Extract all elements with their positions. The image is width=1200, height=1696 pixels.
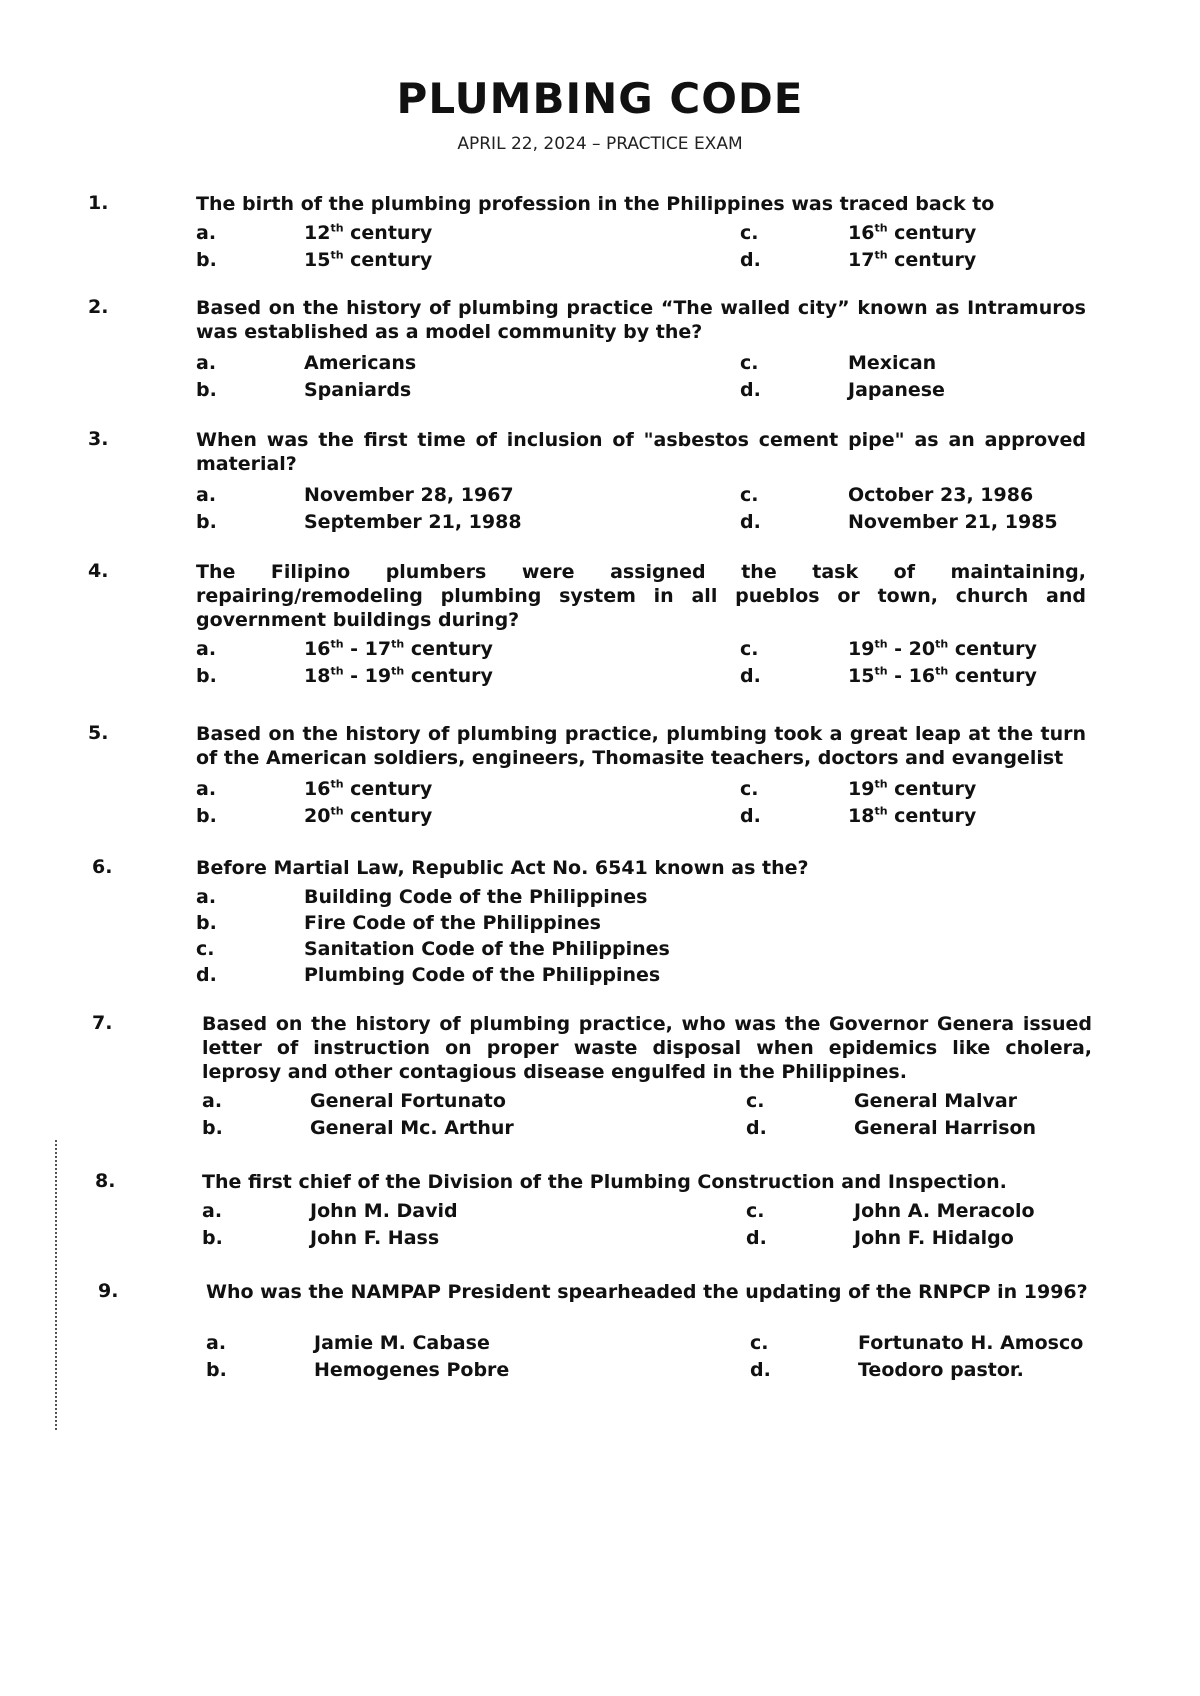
ordinal-suffix: th bbox=[330, 221, 344, 235]
option-text-part: Building Code of the Philippines bbox=[304, 886, 648, 908]
option-letter: b. bbox=[196, 912, 217, 934]
option-text bbox=[848, 778, 976, 800]
option-text bbox=[314, 1359, 509, 1381]
page-subtitle: APRIL 22, 2024 – PRACTICE EXAM bbox=[457, 134, 743, 154]
option-text bbox=[304, 938, 670, 960]
question-number: 1. bbox=[88, 192, 109, 214]
option-text-part: Plumbing Code of the Philippines bbox=[304, 964, 661, 986]
option-text-part: - 17 bbox=[343, 638, 392, 660]
option-letter: d. bbox=[750, 1359, 771, 1381]
option-letter: b. bbox=[196, 805, 217, 827]
option-text bbox=[848, 665, 1037, 687]
option-text-part: Jamie M. Cabase bbox=[314, 1332, 490, 1354]
option-text-part: century bbox=[887, 778, 977, 800]
option-letter: c. bbox=[740, 222, 759, 244]
option-text bbox=[304, 352, 416, 374]
option-text-part: - 20 bbox=[887, 638, 936, 660]
option-text-part: Sanitation Code of the Philippines bbox=[304, 938, 670, 960]
option-text-part: century bbox=[343, 805, 433, 827]
option-text bbox=[848, 638, 1037, 660]
option-text bbox=[304, 912, 601, 934]
option-text-part: 18 bbox=[848, 805, 875, 827]
option-text bbox=[848, 352, 936, 374]
question-text: The birth of the plumbing profession in the Philippines was traced back to bbox=[196, 193, 995, 215]
option-text bbox=[310, 1090, 506, 1112]
option-text bbox=[848, 511, 1058, 533]
option-text-part: Fire Code of the Philippines bbox=[304, 912, 601, 934]
option-letter: a. bbox=[202, 1090, 223, 1112]
ordinal-suffix: th bbox=[330, 637, 344, 651]
option-text bbox=[304, 778, 432, 800]
option-text bbox=[304, 638, 493, 660]
option-letter: b. bbox=[202, 1117, 223, 1139]
option-letter: d. bbox=[740, 379, 761, 401]
page-title: PLUMBING CODE bbox=[396, 74, 804, 123]
option-text-part: Japanese bbox=[848, 379, 945, 401]
ordinal-suffix: th bbox=[874, 248, 888, 262]
option-text-part: 19 bbox=[848, 638, 875, 660]
question-number: 3. bbox=[88, 428, 109, 450]
option-text-part: General Mc. Arthur bbox=[310, 1117, 514, 1139]
ordinal-suffix: th bbox=[391, 637, 405, 651]
option-text-part: - 19 bbox=[343, 665, 392, 687]
option-text bbox=[314, 1332, 490, 1354]
option-letter: a. bbox=[196, 778, 217, 800]
option-letter: d. bbox=[746, 1227, 767, 1249]
option-letter: c. bbox=[740, 352, 759, 374]
option-letter: a. bbox=[196, 638, 217, 660]
option-letter: a. bbox=[196, 886, 217, 908]
option-text-part: 18 bbox=[304, 665, 331, 687]
option-text bbox=[304, 964, 660, 986]
option-text-part: Mexican bbox=[848, 352, 937, 374]
option-letter: b. bbox=[196, 665, 217, 687]
option-text-part: October 23, 1986 bbox=[848, 484, 1034, 506]
option-letter: c. bbox=[746, 1090, 765, 1112]
option-letter: a. bbox=[196, 484, 217, 506]
question-text: Before Martial Law, Republic Act No. 6541 known as the? bbox=[196, 857, 809, 879]
question-number: 5. bbox=[88, 722, 109, 744]
option-letter: d. bbox=[196, 964, 217, 986]
option-text-part: John M. David bbox=[310, 1200, 458, 1222]
option-text-part: century bbox=[404, 638, 493, 660]
question-number: 6. bbox=[92, 856, 113, 878]
option-text bbox=[858, 1359, 1024, 1381]
option-text bbox=[854, 1117, 1036, 1139]
option-text bbox=[304, 222, 432, 244]
option-text bbox=[848, 249, 976, 271]
question-number: 7. bbox=[92, 1012, 113, 1034]
option-text bbox=[310, 1117, 514, 1139]
option-letter: d. bbox=[740, 249, 761, 271]
option-text-part: century bbox=[343, 249, 433, 271]
ordinal-suffix: th bbox=[330, 664, 344, 678]
option-text-part: September 21, 1988 bbox=[304, 511, 522, 533]
option-letter: b. bbox=[196, 379, 217, 401]
ordinal-suffix: th bbox=[874, 221, 888, 235]
option-text-part: November 28, 1967 bbox=[304, 484, 514, 506]
option-text-part: 16 bbox=[848, 222, 875, 244]
option-text-part: century bbox=[887, 805, 977, 827]
option-text bbox=[304, 805, 432, 827]
option-letter: b. bbox=[196, 249, 217, 271]
option-text bbox=[848, 805, 976, 827]
option-text bbox=[304, 484, 514, 506]
option-text-part: 17 bbox=[848, 249, 875, 271]
ordinal-suffix: th bbox=[935, 637, 949, 651]
ordinal-suffix: th bbox=[874, 664, 888, 678]
ordinal-suffix: th bbox=[874, 804, 888, 818]
ordinal-suffix: th bbox=[330, 777, 344, 791]
question-number: 4. bbox=[88, 560, 109, 582]
option-letter: a. bbox=[196, 352, 217, 374]
ordinal-suffix: th bbox=[391, 664, 405, 678]
option-text-part: century bbox=[404, 665, 493, 687]
option-text bbox=[848, 379, 945, 401]
option-letter: c. bbox=[746, 1200, 765, 1222]
question-text: Based on the history of plumbing practice, who was the Governor Genera issued letter of instruction on proper waste disposal when epidemics like cholera, leprosy and other contagious disease engulfed in the Philippines. bbox=[202, 1013, 1092, 1083]
option-text-part: century bbox=[887, 222, 977, 244]
option-text-part: 16 bbox=[304, 778, 331, 800]
question-text: Based on the history of plumbing practice, plumbing took a great leap at the turn of the American soldiers, engineers, Thomasite teachers, doctors and evangelist bbox=[196, 723, 1086, 769]
option-text-part: century bbox=[343, 222, 433, 244]
option-text bbox=[304, 886, 647, 908]
option-text-part: Americans bbox=[304, 352, 417, 374]
option-text-part: - 16 bbox=[887, 665, 936, 687]
option-text bbox=[854, 1090, 1017, 1112]
option-letter: b. bbox=[202, 1227, 223, 1249]
option-text-part: 20 bbox=[304, 805, 331, 827]
option-letter: a. bbox=[206, 1332, 227, 1354]
option-text bbox=[854, 1227, 1014, 1249]
option-text-part: 15 bbox=[848, 665, 875, 687]
option-text-part: 19 bbox=[848, 778, 875, 800]
option-text bbox=[304, 665, 493, 687]
option-letter: c. bbox=[196, 938, 215, 960]
ordinal-suffix: th bbox=[330, 248, 344, 262]
option-letter: c. bbox=[750, 1332, 769, 1354]
ordinal-suffix: th bbox=[874, 777, 888, 791]
question-number: 8. bbox=[95, 1170, 116, 1192]
option-text bbox=[310, 1200, 458, 1222]
option-letter: a. bbox=[196, 222, 217, 244]
option-text-part: 15 bbox=[304, 249, 331, 271]
question-number: 9. bbox=[98, 1280, 119, 1302]
option-text-part: General Harrison bbox=[854, 1117, 1037, 1139]
question-text: The Filipino plumbers were assigned the task of maintaining, repairing/remodeling plumbing system in all pueblos or town, church and government buildings during? bbox=[196, 561, 1086, 631]
ordinal-suffix: th bbox=[330, 804, 344, 818]
option-letter: c. bbox=[740, 778, 759, 800]
option-text-part: century bbox=[948, 665, 1037, 687]
option-letter: b. bbox=[196, 511, 217, 533]
option-letter: d. bbox=[740, 805, 761, 827]
question-text: The first chief of the Division of the Plumbing Construction and Inspection. bbox=[202, 1171, 1007, 1193]
option-text-part: John F. Hass bbox=[310, 1227, 440, 1249]
option-text-part: Hemogenes Pobre bbox=[314, 1359, 510, 1381]
question-number: 2. bbox=[88, 296, 109, 318]
option-text bbox=[304, 379, 411, 401]
option-text-part: John A. Meracolo bbox=[854, 1200, 1035, 1222]
option-text-part: November 21, 1985 bbox=[848, 511, 1058, 533]
option-text-part: Spaniards bbox=[304, 379, 412, 401]
option-text bbox=[854, 1200, 1035, 1222]
question-text: Who was the NAMPAP President spearheaded the updating of the RNPCP in 1996? bbox=[206, 1281, 1088, 1303]
option-letter: c. bbox=[740, 638, 759, 660]
option-text-part: 16 bbox=[304, 638, 331, 660]
question-text: Based on the history of plumbing practice “The walled city” known as Intramuros was established as a model community by the? bbox=[196, 297, 1086, 343]
option-letter: d. bbox=[740, 511, 761, 533]
option-text-part: century bbox=[948, 638, 1037, 660]
option-text bbox=[858, 1332, 1083, 1354]
option-letter: c. bbox=[740, 484, 759, 506]
ordinal-suffix: th bbox=[935, 664, 949, 678]
option-text-part: century bbox=[887, 249, 977, 271]
scan-margin-marks bbox=[55, 1140, 61, 1430]
option-text-part: Teodoro pastor. bbox=[858, 1359, 1024, 1381]
option-text-part: General Fortunato bbox=[310, 1090, 506, 1112]
option-text bbox=[310, 1227, 439, 1249]
option-text-part: Fortunato H. Amosco bbox=[858, 1332, 1084, 1354]
option-text bbox=[848, 222, 976, 244]
option-text bbox=[848, 484, 1033, 506]
option-letter: d. bbox=[746, 1117, 767, 1139]
option-letter: a. bbox=[202, 1200, 223, 1222]
option-text-part: 12 bbox=[304, 222, 331, 244]
question-text: When was the first time of inclusion of "asbestos cement pipe" as an approved material? bbox=[196, 429, 1086, 475]
option-text-part: century bbox=[343, 778, 433, 800]
option-letter: b. bbox=[206, 1359, 227, 1381]
option-text-part: John F. Hidalgo bbox=[854, 1227, 1014, 1249]
option-letter: d. bbox=[740, 665, 761, 687]
option-text-part: General Malvar bbox=[854, 1090, 1018, 1112]
ordinal-suffix: th bbox=[874, 637, 888, 651]
option-text bbox=[304, 511, 522, 533]
option-text bbox=[304, 249, 432, 271]
